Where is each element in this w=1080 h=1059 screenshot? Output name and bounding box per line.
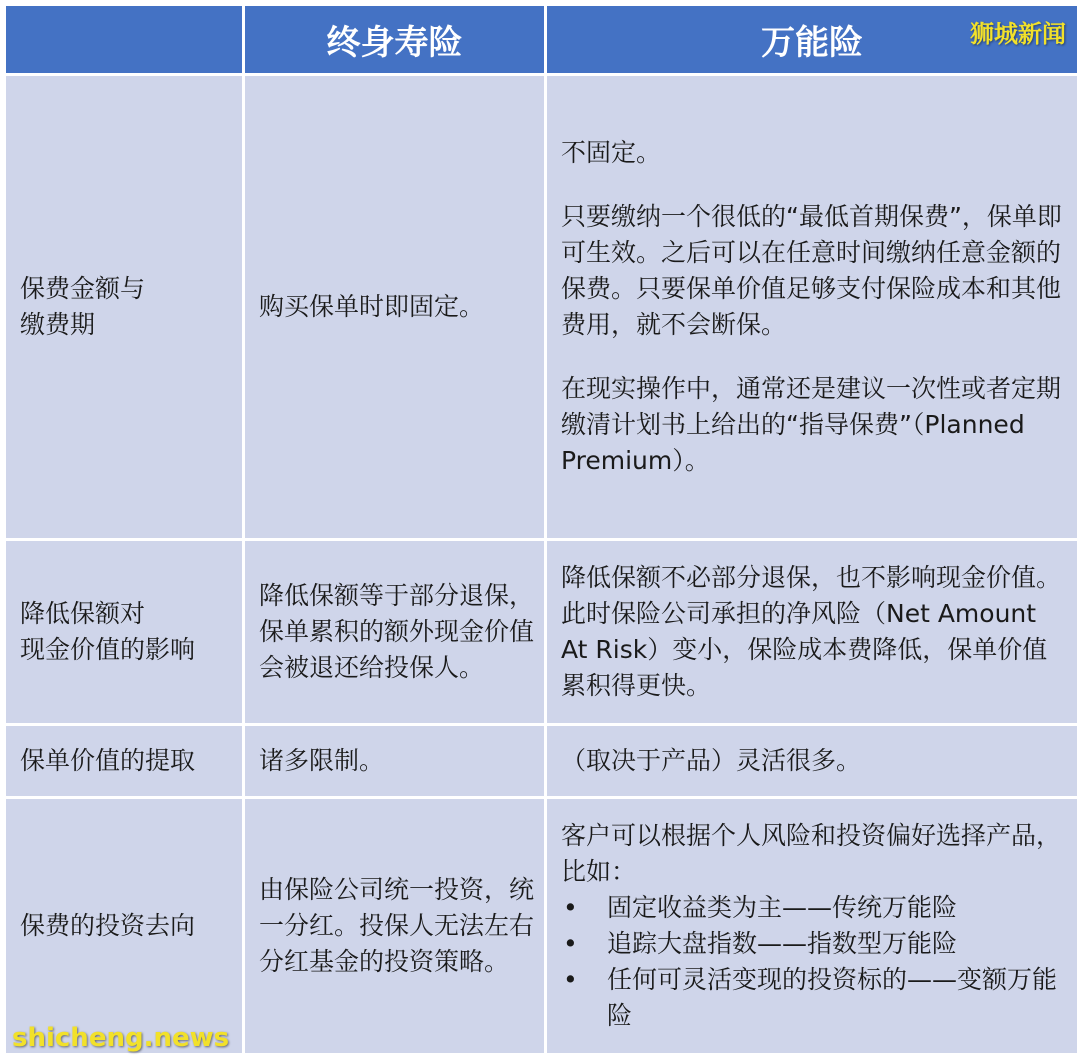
row-label-text: 保单价值的提取 bbox=[20, 746, 196, 775]
bullet-item: • 固定收益类为主——传统万能险 bbox=[561, 890, 1063, 926]
table-row bbox=[6, 541, 1077, 723]
header-corner-cell bbox=[6, 6, 242, 73]
watermark-bottom: shicheng.news bbox=[12, 1023, 230, 1053]
whole-life-cell bbox=[245, 76, 544, 538]
header-universal-life: 万能险 bbox=[547, 6, 1077, 73]
cell-text: 由保险公司统一投资，统一分红。投保人无法左右分红基金的投资策略。 bbox=[259, 875, 535, 976]
cell-text: 降低保额不必部分退保，也不影响现金价值。此时保险公司承担的净风险（Net Amount At Risk）变小，保险成本费降低，保单价值累积得更快。 bbox=[561, 563, 1062, 700]
whole-life-cell bbox=[245, 726, 544, 796]
cell-text: （取决于产品）灵活很多。 bbox=[561, 746, 862, 775]
row-label-text: 保费金额与 缴费期 bbox=[20, 274, 146, 339]
watermark-top: 狮城新闻 bbox=[970, 20, 1066, 48]
row-label-text: 保费的投资去向 bbox=[20, 911, 196, 940]
cell-paragraph: 在现实操作中，通常还是建议一次性或者定期缴清计划书上给出的“指导保费”（Planned Premium）。 bbox=[561, 374, 1062, 475]
header-row bbox=[6, 6, 1077, 73]
table-row bbox=[6, 76, 1077, 538]
bullet-item: • 追踪大盘指数——指数型万能险 bbox=[561, 926, 1063, 962]
cell-intro: 客户可以根据个人风险和投资偏好选择产品，比如： bbox=[561, 821, 1062, 886]
table-row bbox=[6, 726, 1077, 796]
universal-life-cell bbox=[547, 799, 1077, 1053]
universal-life-cell bbox=[547, 726, 1077, 796]
row-label bbox=[6, 541, 242, 723]
comparison-table bbox=[3, 3, 1080, 1056]
row-label bbox=[6, 799, 242, 1053]
bullet-item: • 任何可灵活变现的投资标的——变额万能险 bbox=[561, 962, 1063, 1034]
header-whole-life: 终身寿险 bbox=[245, 6, 544, 73]
cell-paragraph: 只要缴纳一个很低的“最低首期保费”，保单即可生效。之后可以在任意时间缴纳任意金额的保费。只要保单价值足够支付保险成本和其他费用，就不会断保。 bbox=[561, 202, 1062, 339]
universal-life-cell bbox=[547, 76, 1077, 538]
universal-life-cell bbox=[547, 541, 1077, 723]
row-label bbox=[6, 76, 242, 538]
whole-life-cell bbox=[245, 541, 544, 723]
cell-text: 购买保单时即固定。 bbox=[259, 292, 485, 321]
row-label-text: 降低保额对 现金价值的影响 bbox=[20, 599, 196, 664]
cell-paragraph: 不固定。 bbox=[561, 138, 662, 167]
table-row bbox=[6, 799, 1077, 1053]
cell-text: 诸多限制。 bbox=[259, 746, 385, 775]
cell-text: 降低保额等于部分退保，保单累积的额外现金价值会被退还给投保人。 bbox=[259, 581, 535, 682]
bullet-list bbox=[561, 890, 1063, 1034]
row-label bbox=[6, 726, 242, 796]
whole-life-cell bbox=[245, 799, 544, 1053]
